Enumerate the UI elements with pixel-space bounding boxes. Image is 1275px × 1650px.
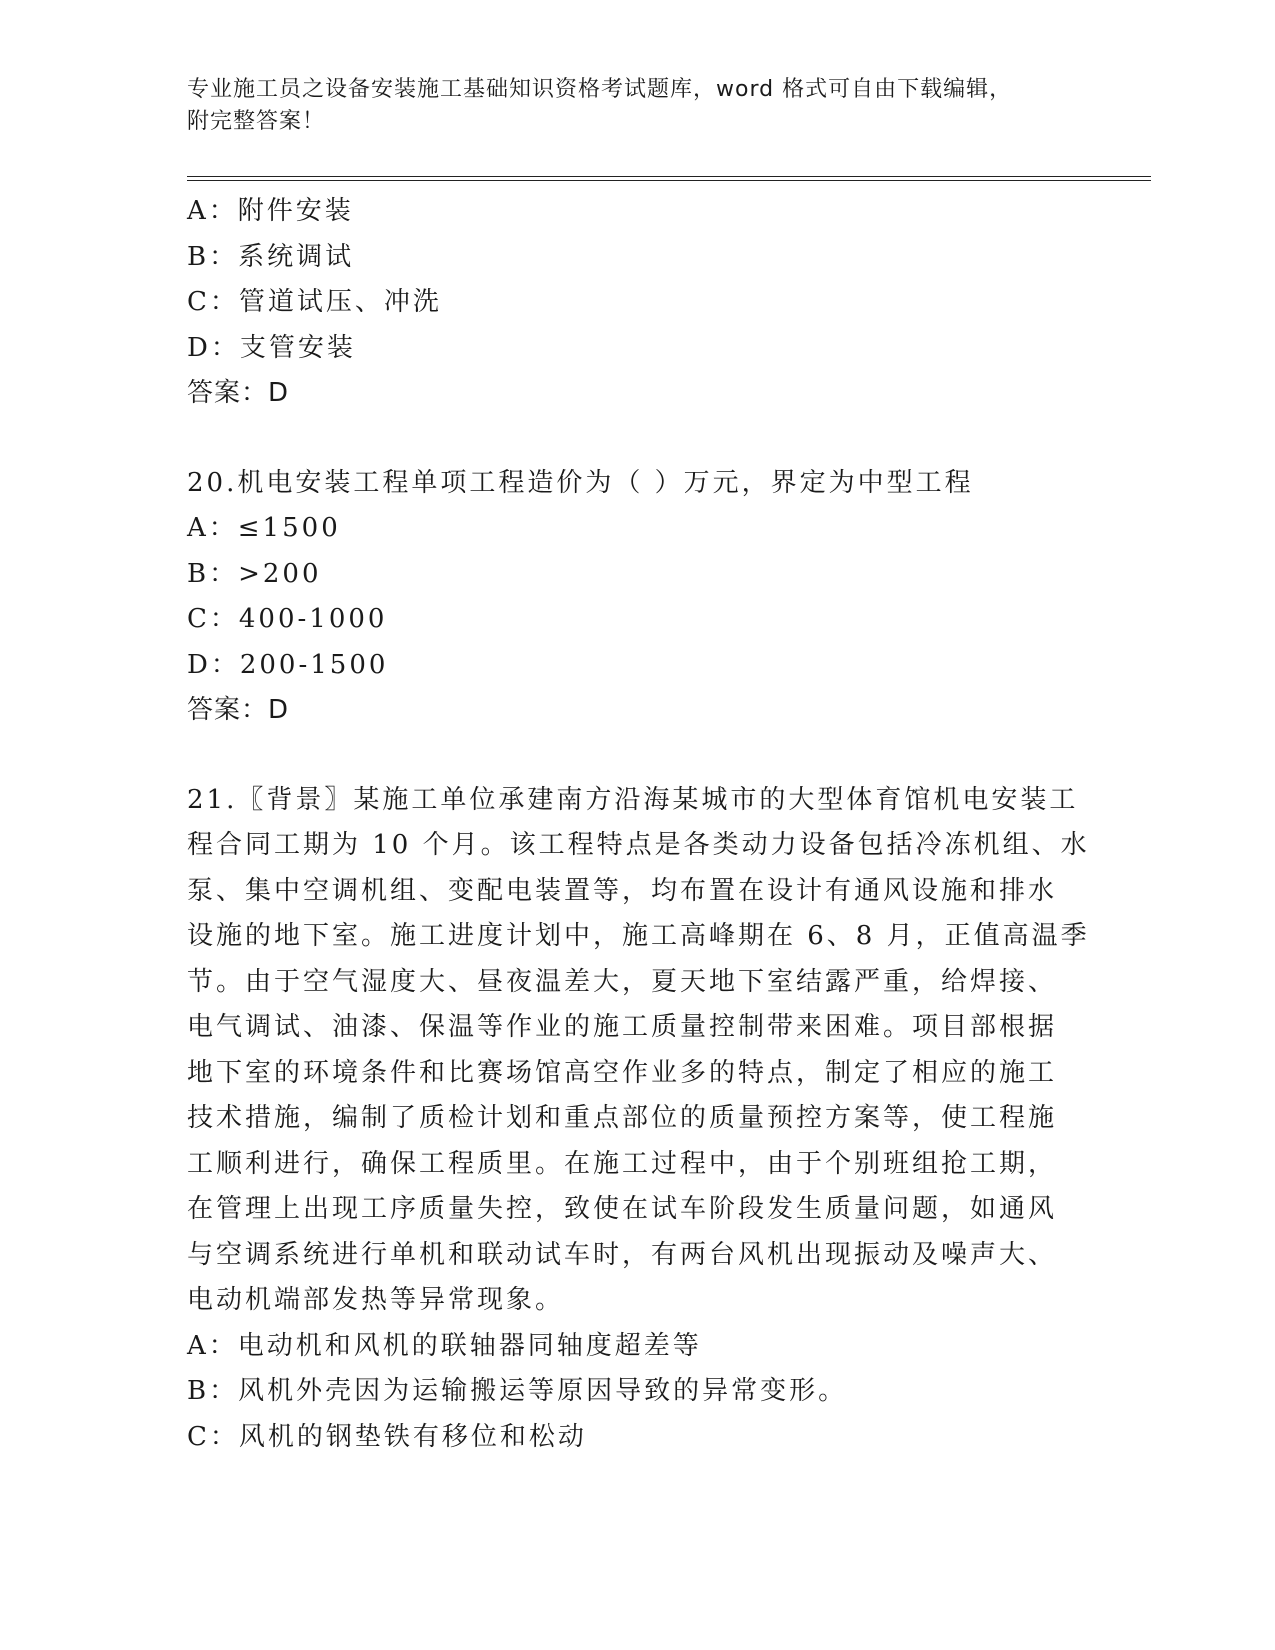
q21-stem-line: 电动机端部发热等异常现象。 bbox=[187, 1285, 565, 1315]
document-body bbox=[187, 189, 1090, 1460]
q21-option-a: A：电动机和风机的联轴器同轴度超差等 bbox=[187, 1330, 702, 1361]
q19-option-c: C：管道试压、冲洗 bbox=[187, 287, 442, 317]
q20-question: 20.机电安装工程单项工程造价为（ ）万元，界定为中型工程 bbox=[187, 467, 974, 498]
q21-stem bbox=[187, 778, 1090, 1324]
q21-stem-line: 在管理上出现工序质量失控，致使在试车阶段发生质量问题，如通风 bbox=[187, 1194, 1058, 1224]
q21-stem-line: 泵、集中空调机组、变配电装置等，均布置在设计有通风设施和排水 bbox=[187, 875, 1058, 906]
question-20-block bbox=[187, 461, 1087, 734]
q21-stem-line: 节。由于空气湿度大、昼夜温差大，夏天地下室结露严重，给焊接、 bbox=[187, 966, 1058, 997]
q21-stem-line: 21.〖背景〗某施工单位承建南方沿海某城市的大型体育馆机电安装工 bbox=[187, 784, 1079, 815]
q21-stem-line: 工顺利进行，确保工程质里。在施工过程中，由于个别班组抢工期， bbox=[187, 1148, 1058, 1179]
q21-stem-line: 技术措施，编制了质检计划和重点部位的质量预控方案等，使工程施 bbox=[187, 1103, 1058, 1133]
q20-option-c: C：400-1000 bbox=[187, 604, 388, 634]
q19-option-d: D：支管安装 bbox=[187, 332, 356, 363]
q21-stem-line: 地下室的环境条件和比赛场馆高空作业多的特点，制定了相应的施工 bbox=[187, 1057, 1058, 1088]
q21-stem-line: 程合同工期为 10 个月。该工程特点是各类动力设备包括冷冻机组、水 bbox=[187, 830, 1090, 860]
q21-option-c: C：风机的钢垫铁有移位和松动 bbox=[187, 1421, 587, 1452]
q19-option-a: A：附件安装 bbox=[187, 196, 354, 226]
page-header bbox=[187, 74, 1087, 138]
q20-option-a: A：≤1500 bbox=[187, 513, 341, 543]
q21-stem-line: 设施的地下室。施工进度计划中，施工高峰期在 6、8 月，正值高温季 bbox=[187, 921, 1090, 951]
question-19-block bbox=[187, 189, 1087, 417]
q21-stem-line: 电气调试、油漆、保温等作业的施工质量控制带来困难。项目部根据 bbox=[187, 1012, 1058, 1042]
q20-answer: 答案：D bbox=[187, 695, 290, 725]
header-line-1: 专业施工员之设备安装施工基础知识资格考试题库，word 格式可自由下载编辑， bbox=[187, 77, 1013, 102]
q20-option-d: D：200-1500 bbox=[187, 649, 389, 680]
header-double-rule bbox=[187, 176, 1151, 181]
header-line-2: 附完整答案！ bbox=[187, 109, 326, 134]
question-21-block bbox=[187, 778, 1090, 1461]
q19-option-b: B：系统调试 bbox=[187, 241, 355, 272]
q21-option-b: B：风机外壳因为运输搬运等原因导致的异常变形。 bbox=[187, 1376, 848, 1406]
q19-answer: 答案：D bbox=[187, 378, 290, 408]
spacer bbox=[187, 734, 1087, 778]
q21-stem-line: 与空调系统进行单机和联动试车时，有两台风机出现振动及噪声大、 bbox=[187, 1239, 1058, 1270]
q20-option-b: B：>200 bbox=[187, 558, 322, 589]
spacer bbox=[187, 417, 1087, 461]
